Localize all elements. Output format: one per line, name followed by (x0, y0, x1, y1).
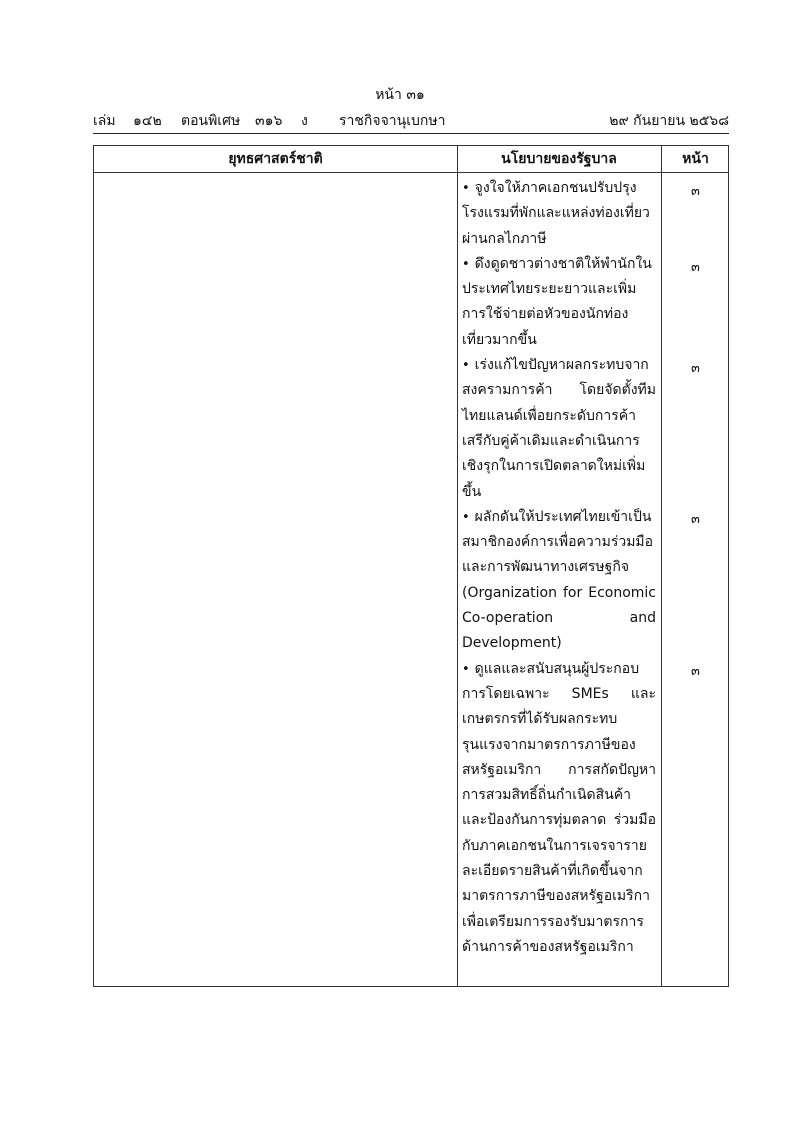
page-number: หน้า ๓๑ (375, 87, 425, 103)
volume-number: ๑๔๒ (133, 113, 162, 129)
policy-text: ผลักดันให้ประเทศไทยเข้าเป็นสมาชิกองค์การเพื่อความร่วมมือและการพัฒนาทางเศรษฐกิจ (Organization for Economic Co-operation and Development) (462, 508, 656, 652)
bullet-icon: • (462, 661, 470, 677)
policy-table (93, 145, 729, 987)
gazette-header (93, 112, 729, 132)
page-reference: ๓ (691, 260, 700, 275)
page-reference: ๓ (691, 184, 700, 199)
policy-text: ดูแลและสนับสนุนผู้ประกอบการโดยเฉพาะ SMEs และเกษตรกรที่ได้รับผลกระทบรุนแรงจากมาตรการภาษีของสหรัฐอเมริกา การสกัดปัญหาการสวมสิทธิ์ถิ่นกำเนิดสินค้า และป้องกันการทุ่มตลาด ร่วมมือกับภาคเอกชนในการเจรจารายละเอียดรายสินค้าที่เกิดขึ้นจากมาตรการภาษีของสหรัฐอเมริกาเพื่อเตรียมการรองรับมาตรการด้านการค้าของสหรัฐอเมริกา (462, 660, 656, 955)
bullet-icon: • (462, 256, 470, 272)
column-header-page: หน้า (682, 151, 709, 167)
policy-list (462, 176, 656, 960)
section-letter: ง (301, 113, 308, 129)
gazette-name: ราชกิจจานุเบกษา (339, 113, 446, 129)
bullet-icon: • (462, 509, 470, 525)
column-header-policy: นโยบายของรัฐบาล (501, 151, 617, 167)
header-divider (93, 133, 729, 134)
bullet-icon: • (462, 358, 470, 374)
page-reference: ๓ (691, 512, 700, 527)
policy-item (462, 657, 656, 961)
publication-date: ๒๙ กันยายน ๒๕๖๘ (609, 113, 729, 129)
policy-item (462, 505, 656, 657)
column-header-strategy: ยุทธศาสตร์ชาติ (228, 151, 323, 167)
column-divider (457, 146, 458, 986)
policy-text: ดึงดูดชาวต่างชาติให้พำนักในประเทศไทยระยะยาวและเพิ่มการใช้จ่ายต่อหัวของนักท่องเที่ยวมากขึ้น (462, 255, 652, 348)
policy-item (462, 353, 656, 505)
section-number: ๓๑๖ (255, 113, 283, 129)
page-reference: ๓ (691, 664, 700, 679)
bullet-icon: • (462, 181, 470, 196)
volume-label: เล่ม (93, 113, 116, 129)
policy-item (462, 176, 656, 252)
section-label: ตอนพิเศษ (181, 113, 241, 129)
header-row-divider (94, 172, 728, 173)
policy-text: จูงใจให้ภาคเอกชนปรับปรุงโรงแรมที่พักและแหล่งท่องเที่ยวผ่านกลไกภาษี (462, 180, 650, 247)
policy-item (462, 252, 656, 353)
page-reference: ๓ (691, 361, 700, 376)
policy-text: เร่งแก้ไขปัญหาผลกระทบจากสงครามการค้า โดยจัดตั้งทีมไทยแลนด์เพื่อยกระดับการค้าเสรีกับคู่ค้าเดิมและดำเนินการเชิงรุกในการเปิดตลาดใหม่เพิ่มขึ้น (462, 357, 656, 500)
